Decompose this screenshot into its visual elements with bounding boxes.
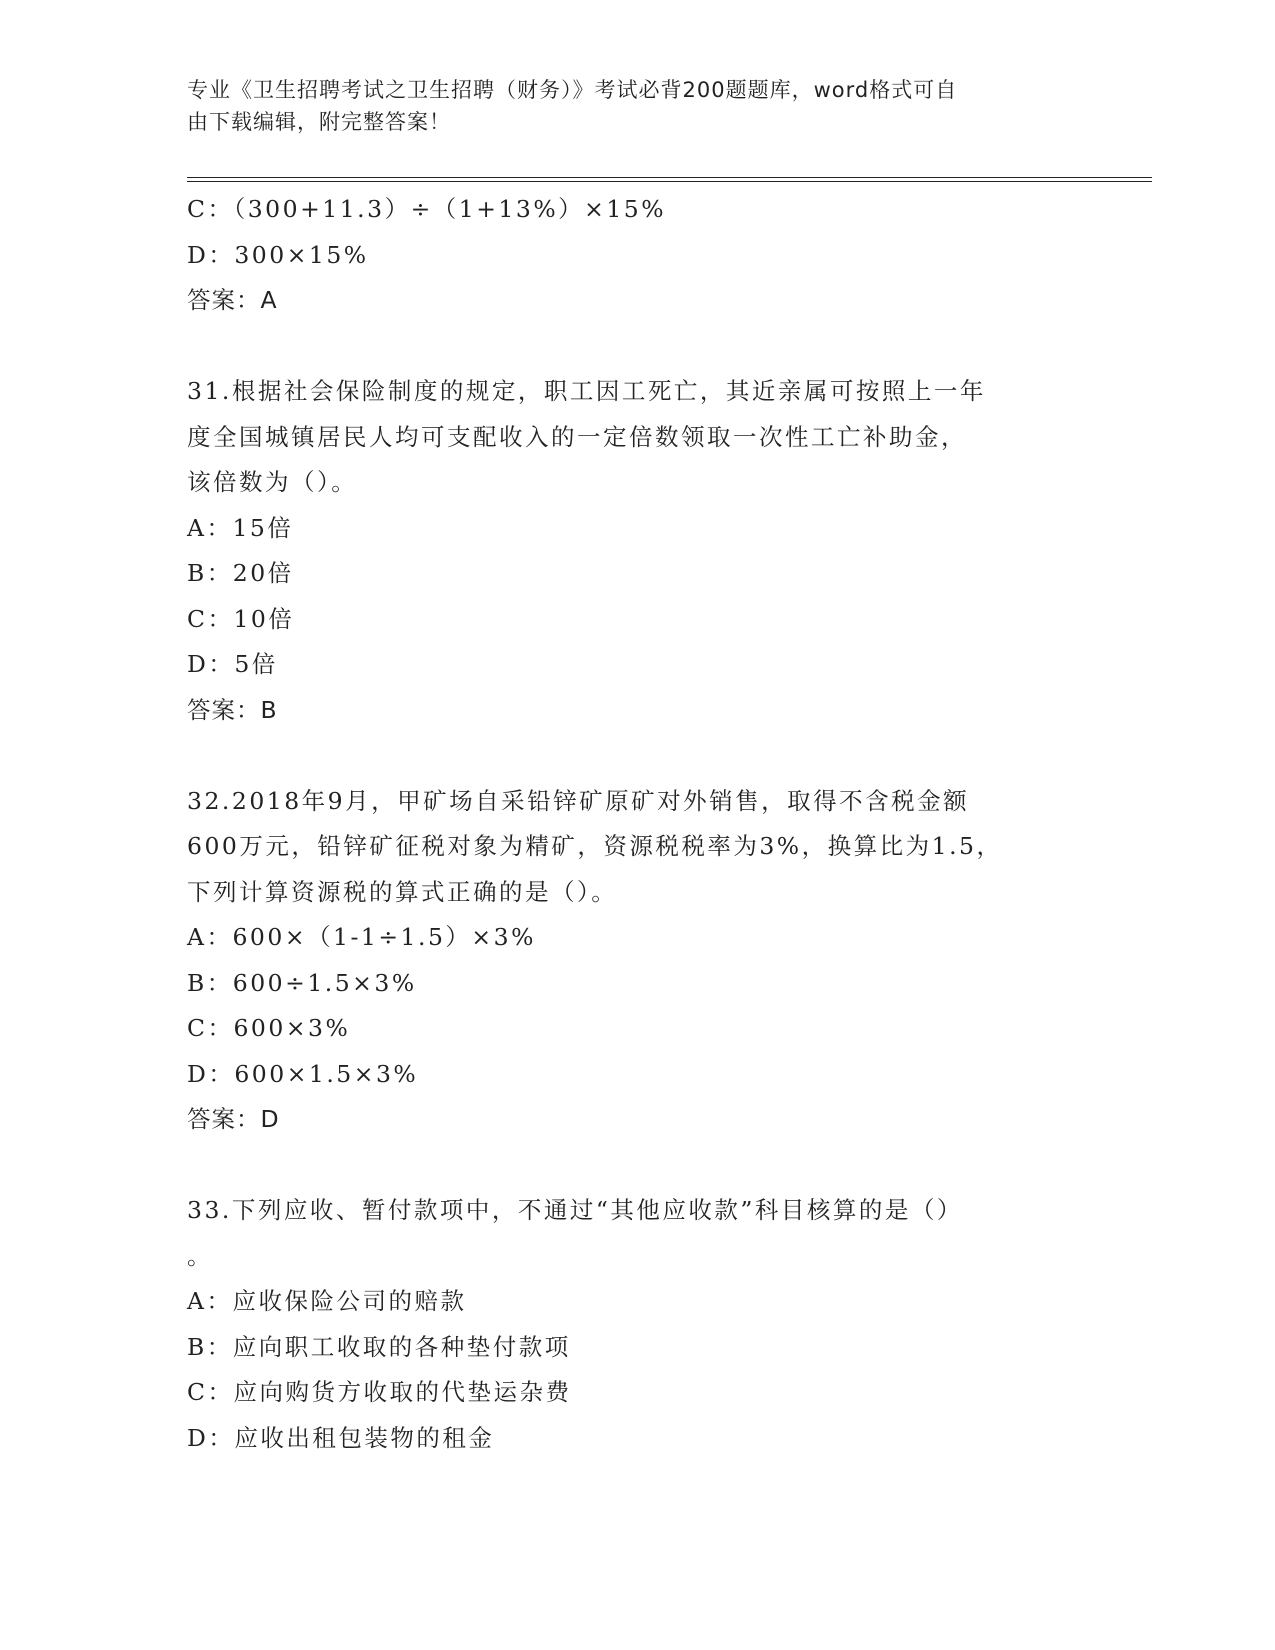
- question-stem-line: 该倍数为（）。: [187, 468, 358, 496]
- question-32: [187, 779, 1077, 1143]
- option-a: A：600×（1-1÷1.5）×3%: [187, 923, 536, 951]
- option-d: D：应收出租包装物的租金: [187, 1423, 495, 1452]
- option-b: B：应向职工收取的各种垫付款项: [187, 1332, 571, 1361]
- option-c: C：应向购货方收取的代垫运杂费: [187, 1378, 572, 1406]
- question-stem-line: 31.根据社会保险制度的规定，职工因工死亡，其近亲属可按照上一年: [187, 377, 986, 405]
- header-divider-top: [187, 177, 1152, 178]
- question-stem-line: 600万元，铅锌矿征税对象为精矿，资源税税率为3%，换算比为1.5，: [187, 832, 1003, 860]
- spacer: [187, 1143, 1077, 1189]
- question-33: [187, 1188, 1077, 1461]
- answer-line: 答案：A: [187, 286, 278, 314]
- header-line-2: 由下载编辑，附完整答案！: [187, 110, 451, 134]
- option-c: C：10倍: [187, 604, 295, 633]
- spacer: [187, 733, 1077, 779]
- option-d: D：600×1.5×3%: [187, 1059, 419, 1088]
- question-31: [187, 369, 1077, 733]
- carryover-block: [187, 187, 1077, 324]
- question-stem-line: 32.2018年9月，甲矿场自采铅锌矿原矿对外销售，取得不含税金额: [187, 786, 970, 815]
- answer-line: 答案：D: [187, 1105, 280, 1133]
- option-b: B：600÷1.5×3%: [187, 968, 417, 997]
- option-c: C：（300+11.3）÷（1+13%）×15%: [187, 195, 667, 223]
- header-divider-bottom: [187, 181, 1152, 182]
- document-header: [187, 74, 1067, 138]
- question-stem-line: 下列计算资源税的算式正确的是（）。: [187, 877, 618, 906]
- option-a: A：应收保险公司的赔款: [187, 1287, 467, 1315]
- option-d: D：5倍: [187, 650, 278, 678]
- option-a: A：15倍: [187, 513, 294, 542]
- question-stem-line: 度全国城镇居民人均可支配收入的一定倍数领取一次性工亡补助金，: [187, 422, 967, 451]
- option-d: D：300×15%: [187, 240, 369, 269]
- question-content: [187, 187, 1077, 1461]
- option-b: B：20倍: [187, 559, 294, 587]
- option-c: C：600×3%: [187, 1014, 351, 1042]
- question-stem-line: 。: [187, 1241, 213, 1270]
- spacer: [187, 324, 1077, 370]
- answer-line: 答案：B: [187, 695, 278, 724]
- header-line-1: 专业《卫生招聘考试之卫生招聘（财务）》考试必背200题题库，word格式可自: [187, 78, 958, 102]
- question-stem-line: 33.下列应收、暂付款项中，不通过“其他应收款”科目核算的是（）: [187, 1196, 963, 1224]
